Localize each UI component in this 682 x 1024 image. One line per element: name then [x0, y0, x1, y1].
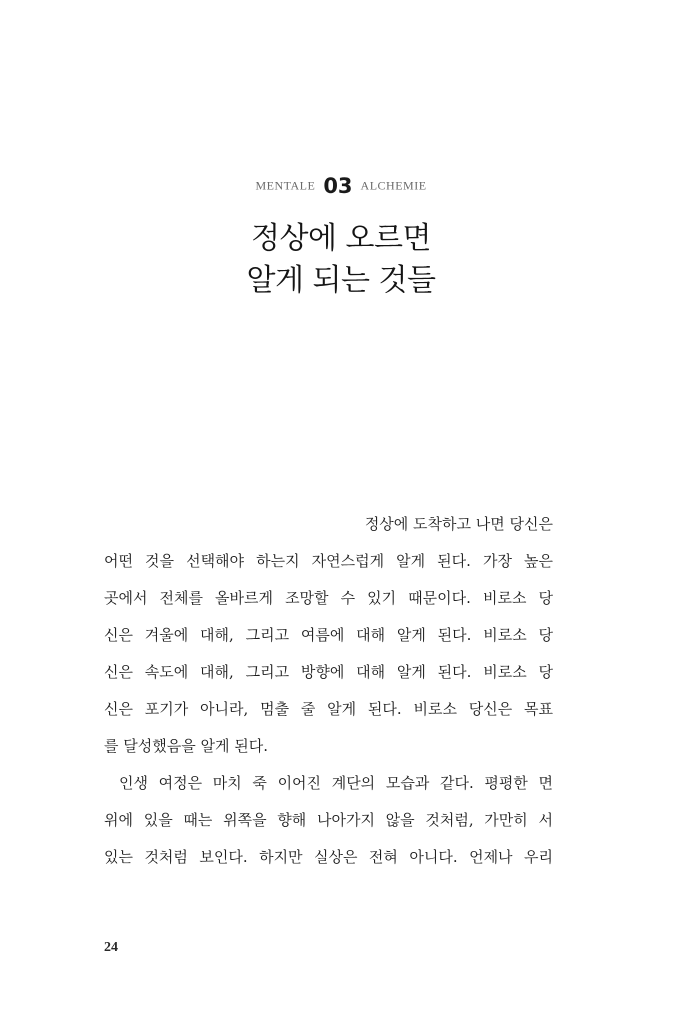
chapter-title [0, 218, 682, 302]
body-line-7: 를 달성했음을 알게 된다. [104, 737, 268, 755]
chapter-title-line-1: 정상에 오르면 [251, 221, 431, 256]
chapter-title-line-2: 알게 되는 것들 [246, 263, 436, 298]
body-line-1 [104, 506, 553, 543]
body-line-1-text: 정상에 도착하고 나면 당신은 [364, 515, 553, 533]
body-line-6: 신은 포기가 아니라, 멈출 줄 알게 된다. 비로소 당신은 목표 [104, 700, 553, 718]
body-line-5: 신은 속도에 대해, 그리고 방향에 대해 알게 된다. 비로소 당 [104, 663, 553, 681]
body-line-4: 신은 겨울에 대해, 그리고 여름에 대해 알게 된다. 비로소 당 [104, 626, 553, 644]
body-line-10: 있는 것처럼 보인다. 하지만 실상은 전혀 아니다. 언제나 우리 [104, 848, 553, 866]
chapter-header [0, 174, 682, 198]
body-line-9: 위에 있을 때는 위쪽을 향해 나아가지 않을 것처럼, 가만히 서 [104, 811, 553, 829]
body-line-8: 인생 여정은 마치 죽 이어진 계단의 모습과 같다. 평평한 면 [119, 774, 553, 792]
chapter-number: 03 [323, 174, 353, 198]
body-text [104, 506, 553, 876]
body-line-2: 어떤 것을 선택해야 하는지 자연스럽게 알게 된다. 가장 높은 [104, 552, 553, 570]
chapter-header-left-word: MENTALE [255, 178, 316, 193]
page-number: 24 [104, 940, 118, 955]
chapter-header-right-word: ALCHEMIE [360, 178, 427, 193]
body-line-3: 곳에서 전체를 올바르게 조망할 수 있기 때문이다. 비로소 당 [104, 589, 553, 607]
